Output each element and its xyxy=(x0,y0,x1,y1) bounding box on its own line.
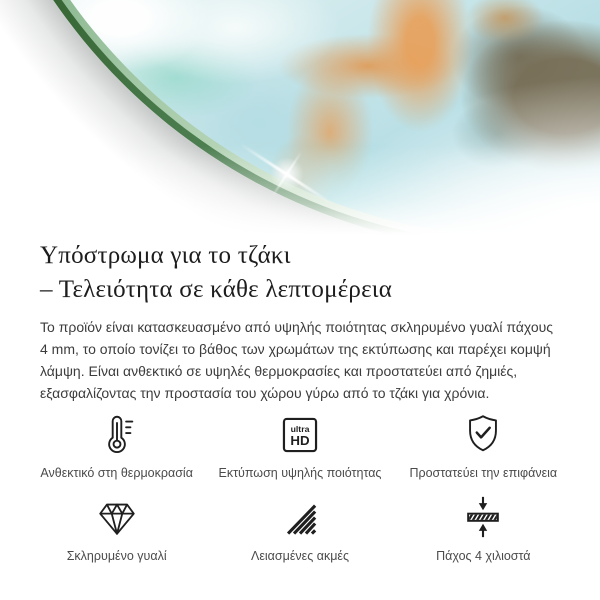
page-title xyxy=(40,239,560,307)
feature-temperature xyxy=(25,411,208,481)
feature-polished-edges xyxy=(208,494,391,564)
diamond-icon xyxy=(94,494,140,540)
thickness-icon xyxy=(460,494,506,540)
product-info-section xyxy=(0,239,600,404)
feature-label: Προστατεύει την επιφάνεια xyxy=(409,466,558,480)
feature-thickness xyxy=(392,494,575,564)
polished-edges-icon xyxy=(278,494,322,540)
feature-label: Σκληρυμένο γυαλί xyxy=(66,549,167,563)
ultra-hd-icon xyxy=(278,411,322,457)
product-description: Το προϊόν είναι κατασκευασμένο από υψηλής ποιότητας σκληρυμένο γυαλί πάχους 4 mm, το οποίο τονίζει το βάθος των χρωμάτων της εκτύπωσης και παρέχει κομψή λάμψη. Είναι ανθεκτικό σε υψηλές θερμοκρασίες και προστατεύει από ζημιές, εξασφαλίζοντας την προστασία του χώρου γύρω από το τζάκι για χρόνια. xyxy=(40,319,554,401)
feature-label: Εκτύπωση υψηλής ποιότητας xyxy=(218,466,382,480)
feature-label: Ανθεκτικό στη θερμοκρασία xyxy=(40,466,193,480)
features-grid xyxy=(0,411,600,564)
feature-surface-protection xyxy=(392,411,575,481)
feature-print-quality xyxy=(208,411,391,481)
page-title-line1: Υπόστρωμα για το τζάκι xyxy=(40,242,291,269)
thermometer-icon xyxy=(94,411,140,457)
feature-label: Πάχος 4 χιλιοστά xyxy=(436,549,531,563)
shield-check-icon xyxy=(460,411,506,457)
page-title-line2: – Τελειότητα σε κάθε λεπτομέρεια xyxy=(40,276,393,303)
product-image xyxy=(0,0,600,235)
ultra-hd-text-bottom: HD xyxy=(290,433,310,449)
feature-tempered-glass xyxy=(25,494,208,564)
ultra-hd-text-top: ultra xyxy=(290,423,310,434)
feature-label: Λειασμένες ακμές xyxy=(250,549,349,563)
